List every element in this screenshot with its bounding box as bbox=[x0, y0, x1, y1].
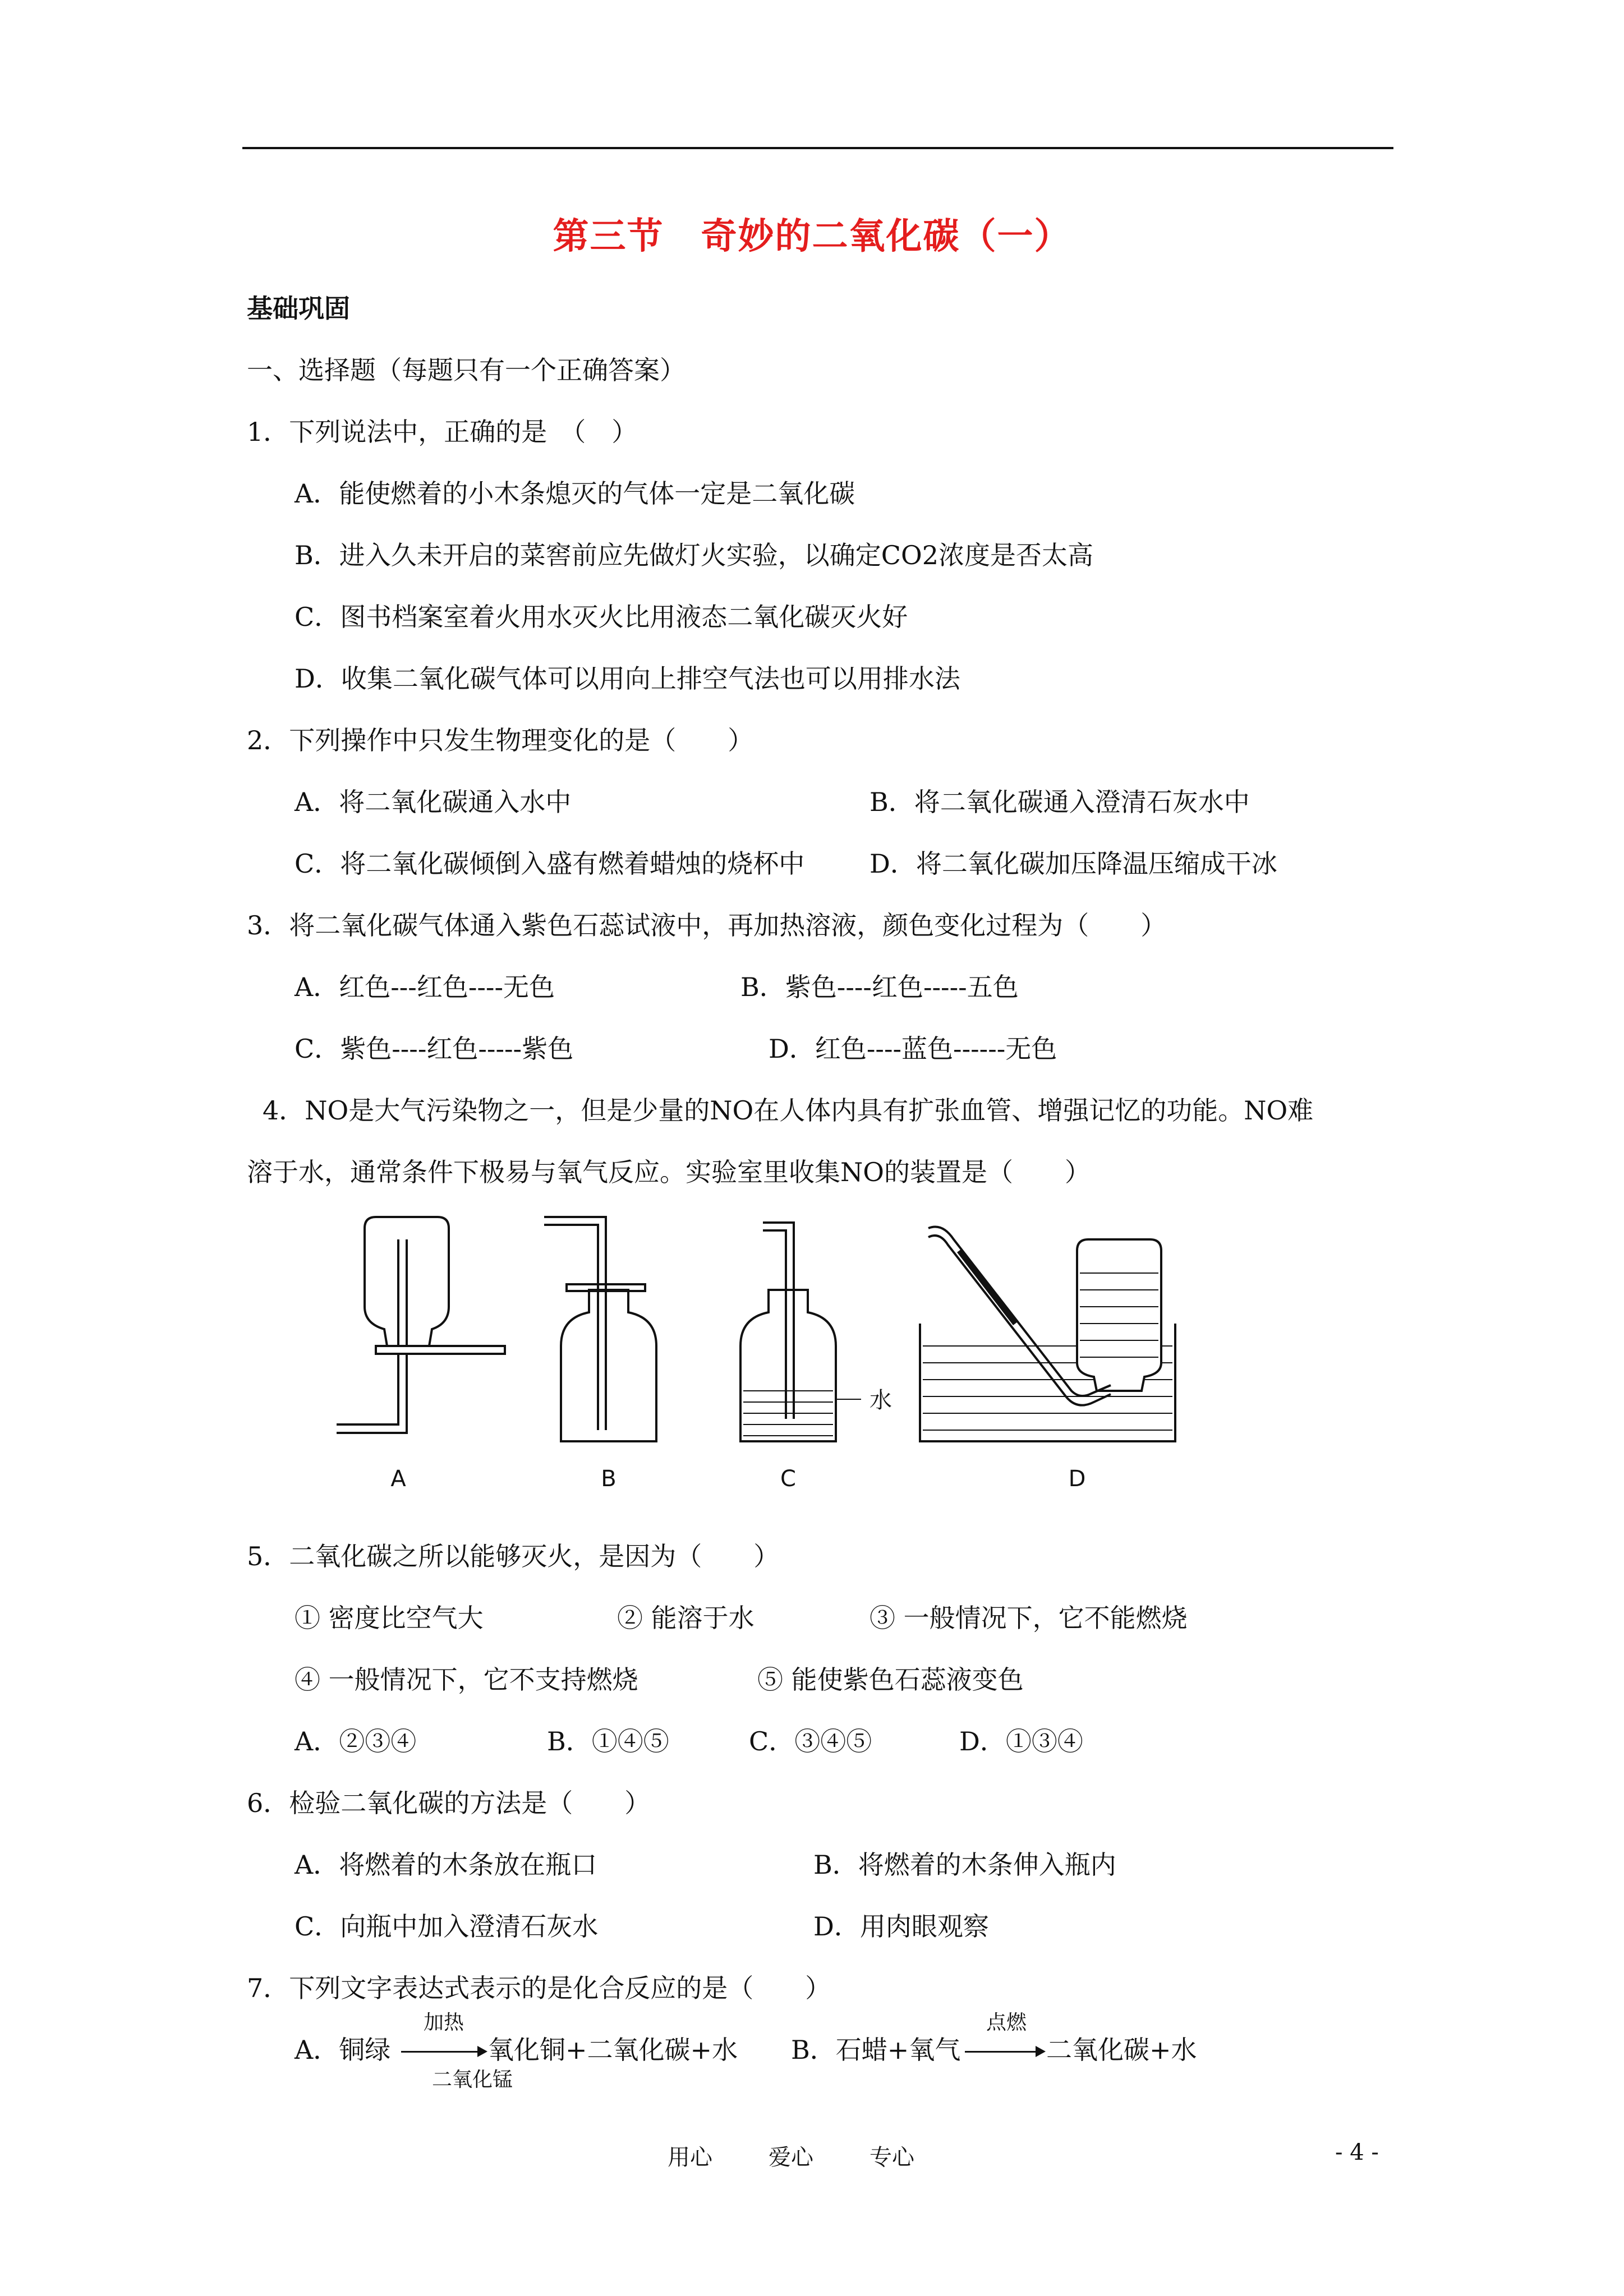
label-a: A bbox=[390, 1466, 406, 1492]
q3-option-a: A．红色---红色----无色 bbox=[295, 972, 555, 1002]
q1-option-a: A．能使燃着的小木条熄灭的气体一定是二氧化碳 bbox=[295, 478, 855, 509]
q5-statement-3: ③ 一般情况下，它不能燃烧 bbox=[869, 1603, 1188, 1633]
label-c: C bbox=[780, 1466, 796, 1492]
apparatus-a bbox=[337, 1217, 505, 1492]
q2-option-d: D．将二氧化碳加压降温压缩成干冰 bbox=[869, 849, 1277, 879]
header-rule bbox=[242, 147, 1393, 149]
q7-option-a-reactant: A．铜绿 bbox=[295, 2035, 391, 2065]
q1-option-d: D．收集二氧化碳气体可以用向上排空气法也可以用排水法 bbox=[295, 663, 960, 694]
q4-stem-line1: 4．NO是大气污染物之一，但是少量的NO在人体内具有扩张血管、增强记忆的功能。NO难 bbox=[263, 1095, 1314, 1126]
q7-a-condition-bottom: 二氧化锰 bbox=[432, 2068, 513, 2091]
q6-stem: 6．检验二氧化碳的方法是（ ） bbox=[247, 1788, 651, 1818]
q2-option-b: B．将二氧化碳通入澄清石灰水中 bbox=[869, 787, 1250, 817]
q5-statement-5: ⑤ 能使紫色石蕊液变色 bbox=[757, 1665, 1024, 1695]
section-heading: 基础巩固 bbox=[247, 293, 350, 324]
footer-motto-3: 专心 bbox=[869, 2145, 914, 2170]
q7-b-reaction-arrow bbox=[965, 2051, 1043, 2053]
q6-option-c: C．向瓶中加入澄清石灰水 bbox=[295, 1911, 599, 1942]
label-b: B bbox=[601, 1466, 617, 1492]
q7-stem: 7．下列文字表达式表示的是化合反应的是（ ） bbox=[247, 1973, 831, 2003]
q7-a-reaction-arrow bbox=[401, 2051, 485, 2053]
q3-option-c: C．紫色----红色-----紫色 bbox=[295, 1034, 574, 1064]
apparatus-c bbox=[740, 1223, 892, 1492]
q5-statement-1: ① 密度比空气大 bbox=[295, 1603, 484, 1633]
part-heading: 一、选择题（每题只有一个正确答案） bbox=[247, 355, 686, 385]
footer-motto-1: 用心 bbox=[668, 2145, 712, 2170]
apparatus-d bbox=[920, 1227, 1175, 1492]
gas-collection-apparatus-figure bbox=[314, 1206, 1189, 1509]
q3-stem: 3．将二氧化碳气体通入紫色石蕊试液中，再加热溶液，颜色变化过程为（ ） bbox=[247, 910, 1167, 940]
q6-option-a: A．将燃着的木条放在瓶口 bbox=[295, 1850, 597, 1880]
q5-option-a: A．②③④ bbox=[295, 1726, 417, 1756]
q3-option-d: D．红色----蓝色------无色 bbox=[769, 1034, 1057, 1064]
page-number: - 4 - bbox=[1335, 2140, 1379, 2165]
q1-option-c: C．图书档案室着火用水灭火比用液态二氧化碳灭火好 bbox=[295, 602, 908, 632]
page-title: 第三节 奇妙的二氧化碳（一） bbox=[553, 216, 1071, 257]
q2-option-c: C．将二氧化碳倾倒入盛有燃着蜡烛的烧杯中 bbox=[295, 849, 805, 879]
q6-option-d: D．用肉眼观察 bbox=[813, 1911, 989, 1942]
apparatus-b bbox=[544, 1217, 656, 1492]
footer-motto-2: 爱心 bbox=[769, 2145, 813, 2170]
q5-statement-2: ② 能溶于水 bbox=[617, 1603, 755, 1633]
q5-option-b: B．①④⑤ bbox=[547, 1726, 669, 1756]
q2-stem: 2．下列操作中只发生物理变化的是（ ） bbox=[247, 725, 754, 755]
q5-stem: 5．二氧化碳之所以能够灭火，是因为（ ） bbox=[247, 1541, 780, 1571]
q3-option-b: B．紫色----红色-----五色 bbox=[740, 972, 1019, 1002]
q1-stem: 1．下列说法中，正确的是 （ ） bbox=[247, 417, 638, 447]
q6-option-b: B．将燃着的木条伸入瓶内 bbox=[813, 1850, 1116, 1880]
q1-option-b: B．进入久未开启的菜窖前应先做灯火实验，以确定CO2浓度是否太高 bbox=[295, 540, 1093, 570]
q7-option-b-reactants: B．石蜡+氧气 bbox=[791, 2035, 961, 2065]
label-d: D bbox=[1068, 1466, 1086, 1492]
q5-statement-4: ④ 一般情况下，它不支持燃烧 bbox=[295, 1665, 638, 1695]
q7-b-condition-top: 点燃 bbox=[986, 2011, 1027, 2034]
q5-option-c: C．③④⑤ bbox=[749, 1726, 872, 1756]
q2-option-a: A．将二氧化碳通入水中 bbox=[295, 787, 572, 817]
q7-option-b-products: 二氧化碳+水 bbox=[1046, 2035, 1197, 2065]
q4-stem-line2: 溶于水，通常条件下极易与氧气反应。实验室里收集NO的装置是（ ） bbox=[247, 1157, 1091, 1187]
q5-option-d: D．①③④ bbox=[959, 1726, 1083, 1756]
q7-a-condition-top: 加热 bbox=[424, 2011, 464, 2034]
q7-option-a-products: 氧化铜+二氧化碳+水 bbox=[488, 2035, 738, 2065]
water-label: 水 bbox=[869, 1387, 892, 1413]
